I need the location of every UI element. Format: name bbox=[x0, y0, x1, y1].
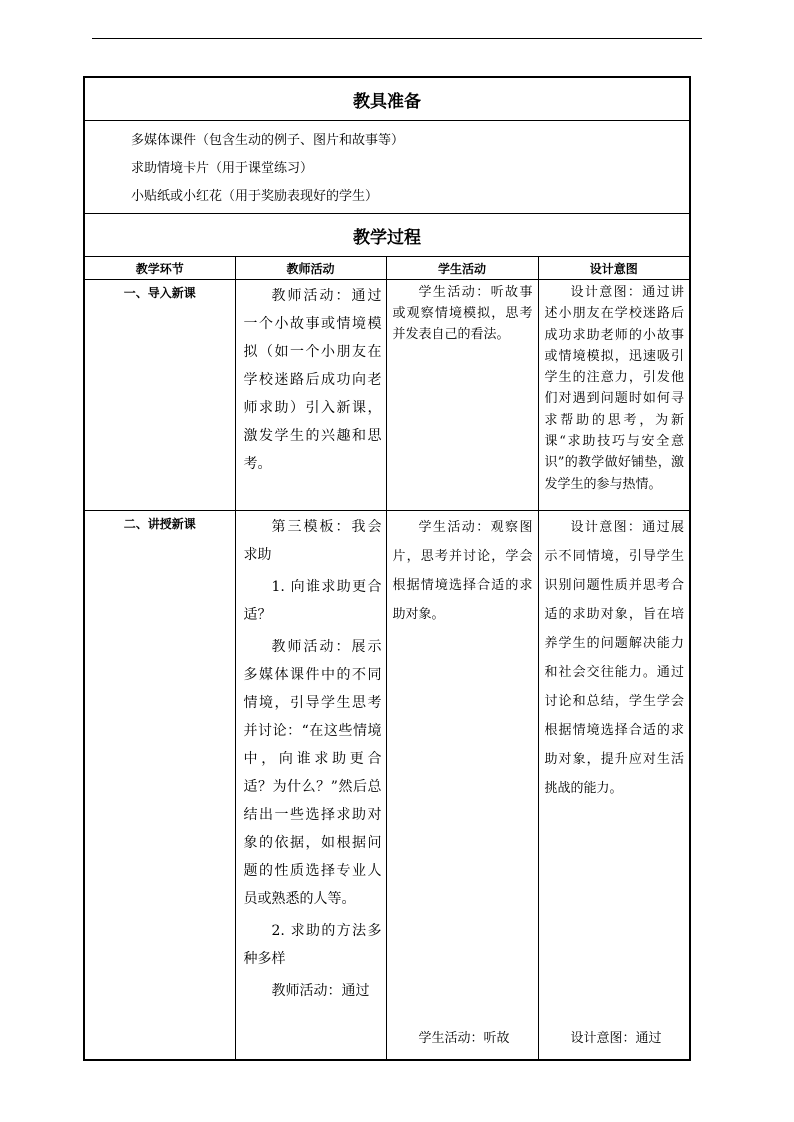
stage-label: 二、讲授新课 bbox=[84, 511, 235, 1061]
design-paragraph-continued: 设计意图：通过 bbox=[570, 1031, 662, 1046]
design-intent bbox=[538, 511, 690, 1061]
teacher-paragraph: 教师活动：通过 bbox=[271, 983, 370, 999]
materials-item: 求助情境卡片（用于课堂练习） bbox=[131, 161, 314, 176]
header-design: 设计意图 bbox=[538, 257, 690, 280]
header-stage: 教学环节 bbox=[84, 257, 235, 280]
teacher-activity bbox=[235, 511, 386, 1061]
student-paragraph: 学生活动：观察图片，思考并讨论，学会根据情境选择合适的求助对象。 bbox=[392, 520, 533, 622]
materials-title: 教具准备 bbox=[84, 77, 690, 121]
teacher-paragraph: 教师活动：展示多媒体课件中的不同情境，引导学生思考并讨论：“在这些情境中，向谁求助更合适？为什么？”然后总结出一些选择求助对象的依据，如根据问题的性质选择专业人员或熟悉的人等。 bbox=[243, 639, 382, 907]
design-paragraph: 设计意图：通过展示不同情境，引导学生识别问题性质并思考合适的求助对象，旨在培养学生的问题解决能力和社会交往能力。通过讨论和总结，学生学会根据情境选择合适的求助对象，提升应对生活挑战的能力。 bbox=[544, 520, 684, 796]
teacher-paragraph: 教师活动：通过一个小故事或情境模拟（如一个小朋友在学校迷路后成功向老师求助）引入新课，激发学生的兴趣和思考。 bbox=[243, 288, 382, 472]
lesson-plan-table bbox=[83, 76, 691, 1061]
materials-item: 多媒体课件（包含生动的例子、图片和故事等） bbox=[131, 133, 405, 148]
student-paragraph-continued: 学生活动：听故 bbox=[418, 1031, 510, 1046]
column-header-row bbox=[84, 257, 690, 280]
teacher-paragraph: 2. 求助的方法多种多样 bbox=[243, 923, 382, 967]
process-title: 教学过程 bbox=[84, 214, 690, 257]
table-row bbox=[84, 511, 690, 1061]
student-activity bbox=[386, 511, 538, 1061]
teacher-paragraph: 1. 向谁求助更合适？ bbox=[243, 579, 382, 623]
header-rule bbox=[92, 38, 702, 39]
teacher-activity bbox=[235, 280, 386, 511]
materials-list bbox=[84, 121, 690, 214]
materials-item: 小贴纸或小红花（用于奖励表现好的学生） bbox=[131, 189, 379, 204]
header-student: 学生活动 bbox=[386, 257, 538, 280]
header-teacher: 教师活动 bbox=[235, 257, 386, 280]
design-paragraph: 设计意图：通过讲述小朋友在学校迷路后成功求助老师的小故事或情境模拟，迅速吸引学生的注意力，引发他们对遇到问题时如何寻求帮助的思考，为新课“求助技巧与安全意识”的教学做好铺垫，激发学生的参与热情。 bbox=[544, 285, 684, 492]
teacher-paragraph: 第三模板：我会求助 bbox=[243, 519, 382, 563]
student-activity bbox=[386, 280, 538, 511]
table-row bbox=[84, 280, 690, 511]
design-intent bbox=[538, 280, 690, 511]
student-paragraph: 学生活动：听故事或观察情境模拟，思考并发表自己的看法。 bbox=[392, 285, 533, 342]
stage-label: 一、导入新课 bbox=[84, 280, 235, 511]
